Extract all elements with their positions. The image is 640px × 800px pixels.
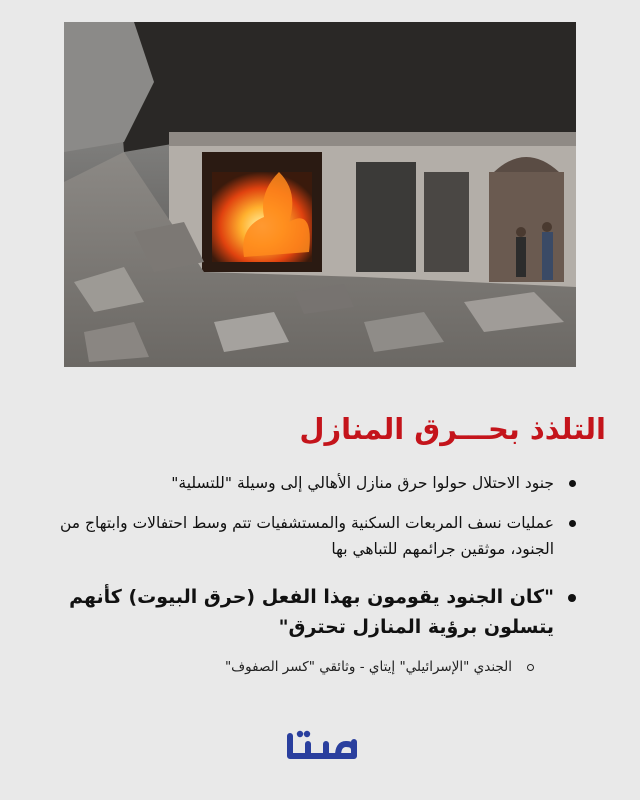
quds-logo [280, 722, 364, 770]
quds-logo-icon [280, 722, 364, 770]
burning-building-image [64, 22, 576, 367]
bullet-list [56, 470, 576, 678]
quote-item [56, 582, 576, 642]
bullet-item [56, 510, 576, 562]
source-text: الجندي "الإسرائيلي" إيتاي - وثائقي "كسر الصفوف" [224, 659, 512, 675]
quote-text: "كان الجنود يقومون بهذا الفعل (حرق البيوت) كأنهم يتسلون برؤية المنازل تحترق" [69, 586, 554, 638]
bullet-dot-icon [569, 520, 576, 527]
bullet-item [56, 470, 576, 496]
bullet-dot-icon [568, 594, 576, 602]
headline: التلذذ بحـــرق المنازل [299, 412, 606, 446]
news-photo [64, 22, 576, 367]
bullet-text: جنود الاحتلال حولوا حرق منازل الأهالي إلى وسيلة "للتسلية" [171, 474, 554, 492]
source-attribution [56, 656, 534, 678]
bullet-dot-icon [569, 480, 576, 487]
bullet-text: عمليات نسف المربعات السكنية والمستشفيات تتم وسط احتفالات وابتهاج من الجنود، موثقين جرائمهم للتباهي بها [59, 514, 554, 558]
hollow-bullet-icon [527, 664, 534, 671]
